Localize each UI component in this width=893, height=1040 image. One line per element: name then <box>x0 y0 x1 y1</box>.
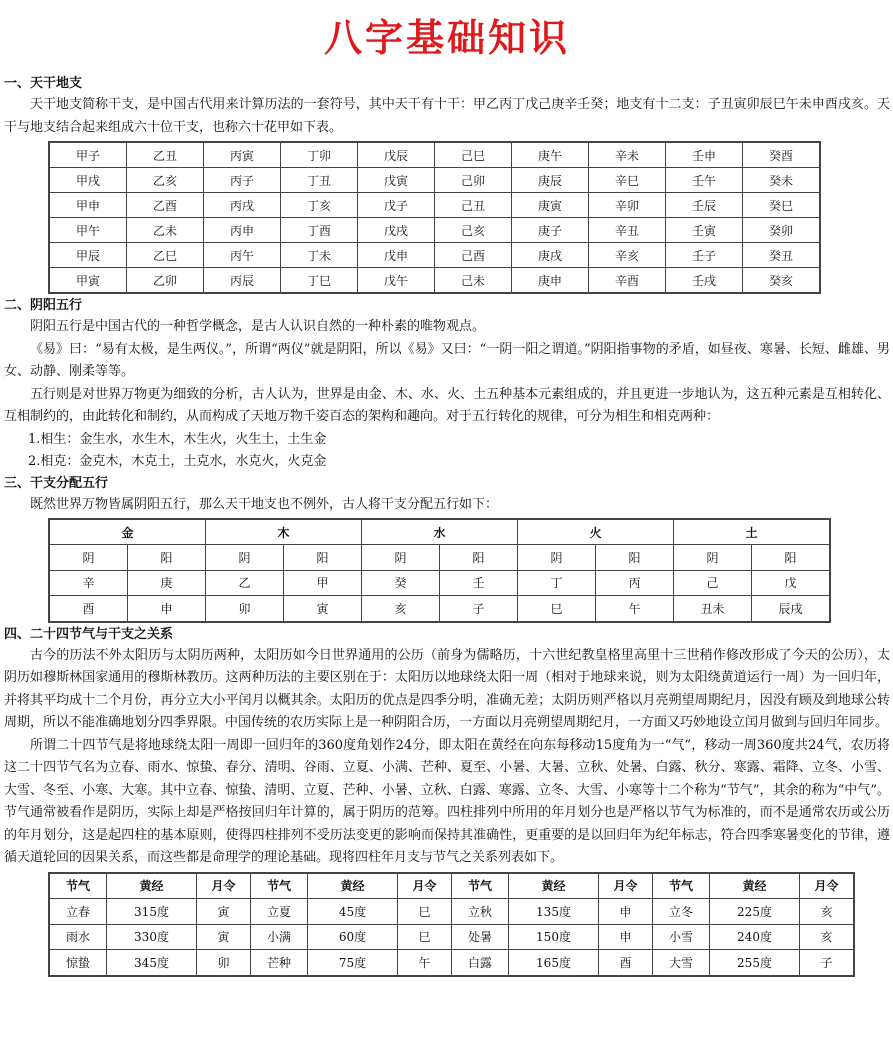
table-cell: 己 <box>674 570 752 596</box>
table-cell: 乙丑 <box>127 142 204 168</box>
table-cell: 卯 <box>197 950 251 976</box>
table-cell: 寅 <box>197 899 251 925</box>
table-cell: 阳 <box>128 545 206 571</box>
column-header-cell: 节气 <box>452 873 509 899</box>
table-cell: 癸巳 <box>743 193 821 218</box>
table-cell: 丙辰 <box>204 268 281 294</box>
table-cell: 阳 <box>284 545 362 571</box>
table-cell: 辛未 <box>589 142 666 168</box>
table-cell: 立秋 <box>452 899 509 925</box>
table-row <box>49 218 820 243</box>
table-row <box>49 545 830 571</box>
table-cell: 乙巳 <box>127 243 204 268</box>
table-cell: 壬寅 <box>666 218 743 243</box>
table-header-row <box>49 519 830 545</box>
table-cell: 甲申 <box>49 193 127 218</box>
table-cell: 乙酉 <box>127 193 204 218</box>
table-cell: 庚子 <box>512 218 589 243</box>
table-cell: 癸酉 <box>743 142 821 168</box>
table-cell: 癸亥 <box>743 268 821 294</box>
table-cell: 庚午 <box>512 142 589 168</box>
table-cell: 芒种 <box>251 950 308 976</box>
table-cell: 壬申 <box>666 142 743 168</box>
table-cell: 75度 <box>308 950 398 976</box>
table-cell: 戊子 <box>358 193 435 218</box>
table-cell: 申 <box>599 899 653 925</box>
section-2-paragraph-1: 阴阳五行是中国古代的一种哲学概念，是古人认识自然的一种朴素的唯物观点。 <box>30 319 486 334</box>
table-cell: 135度 <box>509 899 599 925</box>
table-cell: 癸丑 <box>743 243 821 268</box>
table-cell: 寅 <box>284 596 362 622</box>
table-cell: 己卯 <box>435 168 512 193</box>
table-cell: 乙 <box>206 570 284 596</box>
table-cell: 315度 <box>107 899 197 925</box>
table-cell: 壬子 <box>666 243 743 268</box>
table-cell: 申 <box>599 924 653 950</box>
section-1-paragraph-a: 天干地支简称干支，是中国古代用来计算历法的一套符号，其中天干有十干：甲乙丙丁戊己庚辛壬癸；地支有十二支：子丑寅卯辰巳午未申酉戌亥。 <box>30 97 877 112</box>
element-header-cell: 金 <box>49 519 206 545</box>
table-cell: 255度 <box>710 950 800 976</box>
table-cell: 240度 <box>710 924 800 950</box>
document <box>4 0 890 977</box>
table-cell: 丙 <box>596 570 674 596</box>
section-3-paragraph: 既然世界万物皆属阴阳五行，那么天干地支也不例外，古人将干支分配五行如下： <box>30 496 499 512</box>
table-cell: 亥 <box>800 924 855 950</box>
table-cell: 甲午 <box>49 218 127 243</box>
section-2-paragraph-2: 《易》曰：“易有太极，是生两仪。”，所谓“两仪”就是阴阳，所以《易》又曰：“一阴一阳之谓道。”阴阳指事物的矛盾，如昼夜、寒暑、长短、雌雄、男女、动静、刚柔等等。 <box>4 341 890 379</box>
table-cell: 丁丑 <box>281 168 358 193</box>
table-cell: 庚辰 <box>512 168 589 193</box>
table-cell: 丑未 <box>674 596 752 622</box>
five-elements-table <box>48 518 831 623</box>
section-1-paragraph <box>4 94 890 139</box>
table-cell: 酉 <box>599 950 653 976</box>
table-cell: 丁亥 <box>281 193 358 218</box>
section-4-heading: 四、二十四节气与干支之关系 <box>4 626 174 642</box>
table-cell: 330度 <box>107 924 197 950</box>
table-cell: 丙寅 <box>204 142 281 168</box>
table-cell: 甲 <box>284 570 362 596</box>
table-cell: 午 <box>596 596 674 622</box>
table-cell: 立春 <box>49 899 107 925</box>
table-cell: 45度 <box>308 899 398 925</box>
table-cell: 辛卯 <box>589 193 666 218</box>
column-header-cell: 节气 <box>653 873 710 899</box>
table-row <box>49 168 820 193</box>
table-cell: 酉 <box>49 596 128 622</box>
table-cell: 辛丑 <box>589 218 666 243</box>
section-1-paragraph-b: 天干与地支结合起来组成六十位干支，也称六十花甲如下表。 <box>4 97 890 135</box>
table-cell: 申 <box>128 596 206 622</box>
table-header-row <box>49 873 854 899</box>
table-row <box>49 268 820 294</box>
table-cell: 壬辰 <box>666 193 743 218</box>
table-cell: 癸卯 <box>743 218 821 243</box>
table-cell: 庚戌 <box>512 243 589 268</box>
table-cell: 立冬 <box>653 899 710 925</box>
table-cell: 甲辰 <box>49 243 127 268</box>
column-header-cell: 黄经 <box>710 873 800 899</box>
table-cell: 雨水 <box>49 924 107 950</box>
table-cell: 戊午 <box>358 268 435 294</box>
table-row <box>49 570 830 596</box>
table-cell: 甲寅 <box>49 268 127 294</box>
table-cell: 225度 <box>710 899 800 925</box>
table-cell: 阴 <box>362 545 440 571</box>
table-cell: 小雪 <box>653 924 710 950</box>
element-header-cell: 土 <box>674 519 831 545</box>
table-cell: 巳 <box>398 924 452 950</box>
table-cell: 寅 <box>197 924 251 950</box>
table-cell: 庚寅 <box>512 193 589 218</box>
table-cell: 己亥 <box>435 218 512 243</box>
table-cell: 午 <box>398 950 452 976</box>
element-header-cell: 水 <box>362 519 518 545</box>
table-cell: 戊 <box>752 570 831 596</box>
section-2-list-item-1: 1.相生：金生水，水生木，木生火，火生土，土生金 <box>28 431 327 447</box>
table-cell: 己巳 <box>435 142 512 168</box>
table-cell: 辛亥 <box>589 243 666 268</box>
table-cell: 丁未 <box>281 243 358 268</box>
table-cell: 丙午 <box>204 243 281 268</box>
table-cell: 60度 <box>308 924 398 950</box>
element-header-cell: 木 <box>206 519 362 545</box>
table-cell: 己酉 <box>435 243 512 268</box>
section-2-paragraph-3: 五行则是对世界万物更为细致的分析，古人认为，世界是由金、木、水、火、土五种基本元素组成的，并且更进一步地认为，这五种元素是互相转化、互相制约的，由此转化和制约，从而构成了天地万物千姿百态的架构和趣向。对于五行转化的规律，可分为相生和相克两种： <box>4 386 890 424</box>
table-cell: 辛酉 <box>589 268 666 294</box>
table-cell: 阴 <box>674 545 752 571</box>
table-cell: 巳 <box>398 899 452 925</box>
section-2-heading: 二、阴阳五行 <box>4 298 83 313</box>
table-cell: 150度 <box>509 924 599 950</box>
table-cell: 壬 <box>440 570 518 596</box>
table-cell: 立夏 <box>251 899 308 925</box>
column-header-cell: 月令 <box>599 873 653 899</box>
table-cell: 壬午 <box>666 168 743 193</box>
table-cell: 甲子 <box>49 142 127 168</box>
table-cell: 戊辰 <box>358 142 435 168</box>
table-cell: 丁卯 <box>281 142 358 168</box>
table-cell: 庚申 <box>512 268 589 294</box>
section-4-paragraph-2: 所谓二十四节气是将地球绕太阳一周即一回归年的360度角划作24分，即太阳在黄经在向东每移动15度角为一“气”，移动一周360度共24气，农历将这二十四节气名为立春、雨水、惊蛰、春分、清明、谷雨、立夏、小满、芒种、夏至、小暑、大暑、立秋、处暑、白露、秋分、寒露、霜降、立冬、小雪、大雪、冬至、小寒、大寒。其中立春、惊蛰、清明、立夏、芒种、小暑、立秋、白露、寒露、立冬、大雪、小寒等十二个称为“节气”，其余的称为“中气”。节气通常被看作是阴历，实际上却是严格按回归年计算的，属于阴历的范筹。四柱排列中所用的年月划分也是严格以节气为标准的，而不是通常农历或公历的年月划分，这是起四柱的基本原则，使得四柱排列不受历法变更的影响而保持其准确性，更重要的是以回归年为纪年标志，符合四季寒暑变化的节律，遵循天道轮回的因果关系，而这些都是命理学的理论基础。现将四柱年月支与节气之关系列表如下。 <box>4 737 890 865</box>
table-row <box>49 193 820 218</box>
table-cell: 丁巳 <box>281 268 358 294</box>
table-cell: 165度 <box>509 950 599 976</box>
table-row <box>49 142 820 168</box>
table-cell: 小满 <box>251 924 308 950</box>
table-cell: 丁酉 <box>281 218 358 243</box>
table-cell: 白露 <box>452 950 509 976</box>
table-cell: 壬戌 <box>666 268 743 294</box>
column-header-cell: 节气 <box>49 873 107 899</box>
section-3-heading: 三、干支分配五行 <box>4 475 109 491</box>
table-cell: 乙未 <box>127 218 204 243</box>
table-cell: 阳 <box>440 545 518 571</box>
solar-terms-table <box>48 872 855 977</box>
column-header-cell: 黄经 <box>509 873 599 899</box>
table-cell: 癸 <box>362 570 440 596</box>
table-row <box>49 924 854 950</box>
table-cell: 亥 <box>362 596 440 622</box>
table-cell: 丙子 <box>204 168 281 193</box>
table-cell: 阴 <box>206 545 284 571</box>
column-header-cell: 节气 <box>251 873 308 899</box>
table-cell: 丙申 <box>204 218 281 243</box>
table-cell: 辛 <box>49 570 128 596</box>
column-header-cell: 月令 <box>197 873 251 899</box>
section-2-list-item-2: 2.相克：金克木，木克土，土克水，水克火，火克金 <box>28 454 327 469</box>
table-cell: 戊戌 <box>358 218 435 243</box>
table-cell: 戊申 <box>358 243 435 268</box>
table-cell: 丁 <box>518 570 596 596</box>
table-cell: 己丑 <box>435 193 512 218</box>
table-cell: 345度 <box>107 950 197 976</box>
table-cell: 阴 <box>518 545 596 571</box>
table-row <box>49 899 854 925</box>
table-row <box>49 596 830 622</box>
table-cell: 乙卯 <box>127 268 204 294</box>
table-cell: 阳 <box>596 545 674 571</box>
table-cell: 己未 <box>435 268 512 294</box>
sexagenary-cycle-table <box>48 141 821 294</box>
table-row <box>49 950 854 976</box>
table-cell: 大雪 <box>653 950 710 976</box>
table-cell: 庚 <box>128 570 206 596</box>
table-cell: 子 <box>440 596 518 622</box>
table-row <box>49 243 820 268</box>
table-cell: 子 <box>800 950 855 976</box>
column-header-cell: 月令 <box>800 873 855 899</box>
table-cell: 惊蛰 <box>49 950 107 976</box>
table-cell: 处暑 <box>452 924 509 950</box>
table-cell: 丙戌 <box>204 193 281 218</box>
table-cell: 阴 <box>49 545 128 571</box>
table-cell: 辛巳 <box>589 168 666 193</box>
table-cell: 卯 <box>206 596 284 622</box>
table-cell: 戊寅 <box>358 168 435 193</box>
table-cell: 巳 <box>518 596 596 622</box>
table-cell: 乙亥 <box>127 168 204 193</box>
table-cell: 辰戌 <box>752 596 831 622</box>
section-1-heading: 一、天干地支 <box>4 76 83 91</box>
column-header-cell: 月令 <box>398 873 452 899</box>
table-cell: 甲戌 <box>49 168 127 193</box>
table-cell: 阳 <box>752 545 831 571</box>
page-title: 八字基础知识 <box>323 16 570 60</box>
table-cell: 癸未 <box>743 168 821 193</box>
column-header-cell: 黄经 <box>107 873 197 899</box>
table-cell: 亥 <box>800 899 855 925</box>
column-header-cell: 黄经 <box>308 873 398 899</box>
section-4-paragraph-1: 古今的历法不外太阳历与太阴历两种，太阳历如今日世界通用的公历（前身为儒略历，十六世纪教皇格里高里十三世稍作修改形成了今天的公历），太阴历如穆斯林国家通用的穆斯林教历。这两种历法的主要区别在于：太阳历以地球绕太阳一周（相对于地球来说，则为太阳绕黄道运行一周）为一回归年，并将其平均成十二个月份，再分立大小平闰月以概其余。太阳历的优点是四季分明，准确无差；太阴历则严格以月亮朔望周期纪月，因没有顾及到地球公转周期，所以不能准确地划分四季界限。中国传统的农历实际上是一种阴阳合历，一方面以月亮朔望周期纪月，一方面又巧妙地设立闰月做到与回归年同步。 <box>4 647 890 730</box>
element-header-cell: 火 <box>518 519 674 545</box>
